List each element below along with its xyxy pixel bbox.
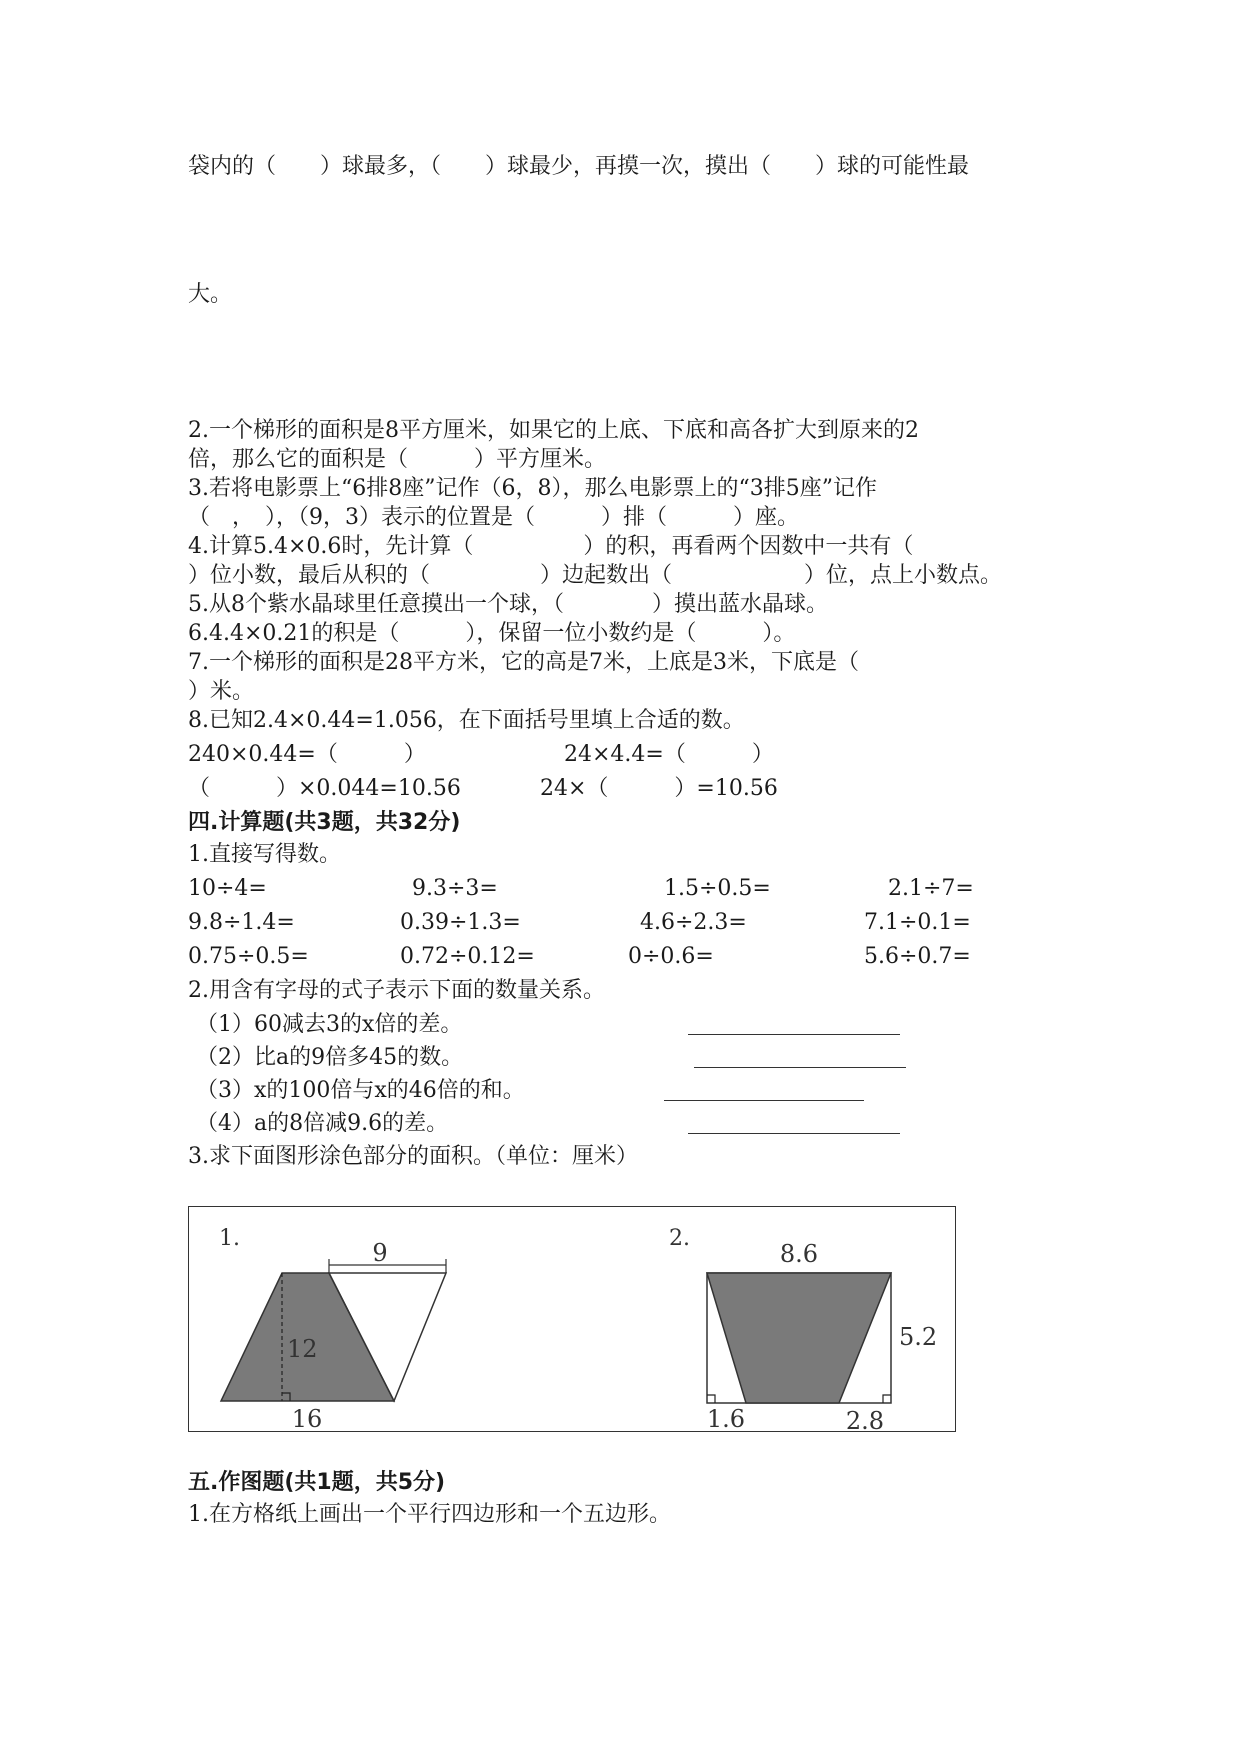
figure-1-height-label: 12 [287, 1335, 318, 1363]
question-5: 5.从8个紫水晶球里任意摸出一个球，（ ）摸出蓝水晶球。 [188, 592, 828, 617]
calc-item: 9.3÷3= [412, 876, 498, 901]
calc-item: 0÷0.6= [628, 944, 714, 969]
question-8: 8.已知2.4×0.44=1.056，在下面括号里填上合适的数。 [188, 708, 745, 733]
expression-item-3: （3）x的100倍与x的46倍的和。 [196, 1078, 525, 1103]
question-8-row-2-left: （ ）×0.044=10.56 [188, 776, 461, 801]
calc-item: 0.75÷0.5= [188, 944, 309, 969]
figure-2-left-label: 1.6 [706, 1405, 746, 1433]
question-8-row-1-right: 24×4.4=（ ） [564, 742, 774, 767]
question-4-line-2: ）位小数，最后从积的（ ）边起数出（ ）位，点上小数点。 [188, 563, 1003, 588]
expression-item-2: （2）比a的9倍多45的数。 [196, 1045, 464, 1070]
question-8-row-2-right: 24×（ ）=10.56 [540, 776, 778, 801]
shaded-area-figure [188, 1206, 956, 1432]
figure-2-right-label: 2.8 [845, 1407, 885, 1433]
figure-2-label: 2. [669, 1226, 690, 1251]
calc-item: 1.5÷0.5= [664, 876, 771, 901]
question-2-line-1: 2.一个梯形的面积是8平方厘米，如果它的上底、下底和高各扩大到原来的2 [188, 418, 919, 443]
calc-item: 4.6÷2.3= [640, 910, 747, 935]
expression-item-4: （4）a的8倍减9.6的差。 [196, 1111, 449, 1136]
figure-2-top-label: 8.6 [779, 1240, 819, 1268]
answer-line-2[interactable] [694, 1067, 906, 1068]
question-4-line-1: 4.计算5.4×0.6时，先计算（ ）的积，再看两个因数中一共有（ [188, 534, 914, 559]
calc-item: 5.6÷0.7= [864, 944, 971, 969]
figure-2-right-angle-mark [707, 1395, 715, 1403]
section-4-title: 四.计算题(共3题，共32分) [188, 810, 461, 835]
bag-question-line-1: 袋内的（ ）球最多，（ ）球最少，再摸一次，摸出（ ）球的可能性最 [188, 154, 970, 179]
answer-line-4[interactable] [688, 1133, 900, 1134]
calc-item: 2.1÷7= [888, 876, 974, 901]
calc-item: 7.1÷0.1= [864, 910, 971, 935]
question-7-line-1: 7.一个梯形的面积是28平方米，它的高是7米，上底是3米，下底是（ [188, 650, 859, 675]
figure-2-shaded-trapezoid [707, 1273, 891, 1403]
figure-1-label: 1. [219, 1226, 240, 1251]
question-8-row-1-left: 240×0.44=（ ） [188, 742, 426, 767]
figure-1-base-label: 16 [291, 1405, 323, 1433]
expression-item-1: （1）60减去3的x倍的差。 [196, 1012, 463, 1037]
calc-item: 0.39÷1.3= [400, 910, 521, 935]
question-7-line-2: ）米。 [188, 679, 255, 704]
figure-2-right-angle-mark [883, 1395, 891, 1403]
calc-item: 9.8÷1.4= [188, 910, 295, 935]
bag-question-line-2: 大。 [188, 282, 233, 307]
figure-drawing [189, 1207, 957, 1433]
question-3-line-2: （ ， ），（9，3）表示的位置是（ ）排（ ）座。 [188, 505, 799, 530]
calc-item: 10÷4= [188, 876, 267, 901]
section-4-q3-title: 3.求下面图形涂色部分的面积。（单位：厘米） [188, 1144, 638, 1169]
section-5-q1: 1.在方格纸上画出一个平行四边形和一个五边形。 [188, 1502, 671, 1527]
calc-item: 0.72÷0.12= [400, 944, 535, 969]
section-5-title: 五.作图题(共1题，共5分) [188, 1470, 446, 1495]
figure-1-top-label: 9 [372, 1239, 388, 1267]
question-2-line-2: 倍，那么它的面积是（ ）平方厘米。 [188, 447, 607, 472]
section-4-q2-title: 2.用含有字母的式子表示下面的数量关系。 [188, 978, 605, 1003]
question-6: 6.4.4×0.21的积是（ ），保留一位小数约是（ ）。 [188, 621, 796, 646]
question-3-line-1: 3.若将电影票上“6排8座”记作（6，8），那么电影票上的“3排5座”记作 [188, 476, 877, 501]
answer-line-3[interactable] [664, 1100, 864, 1101]
answer-line-1[interactable] [688, 1034, 900, 1035]
figure-2-side-label: 5.2 [899, 1323, 938, 1351]
section-4-q1-title: 1.直接写得数。 [188, 842, 341, 867]
